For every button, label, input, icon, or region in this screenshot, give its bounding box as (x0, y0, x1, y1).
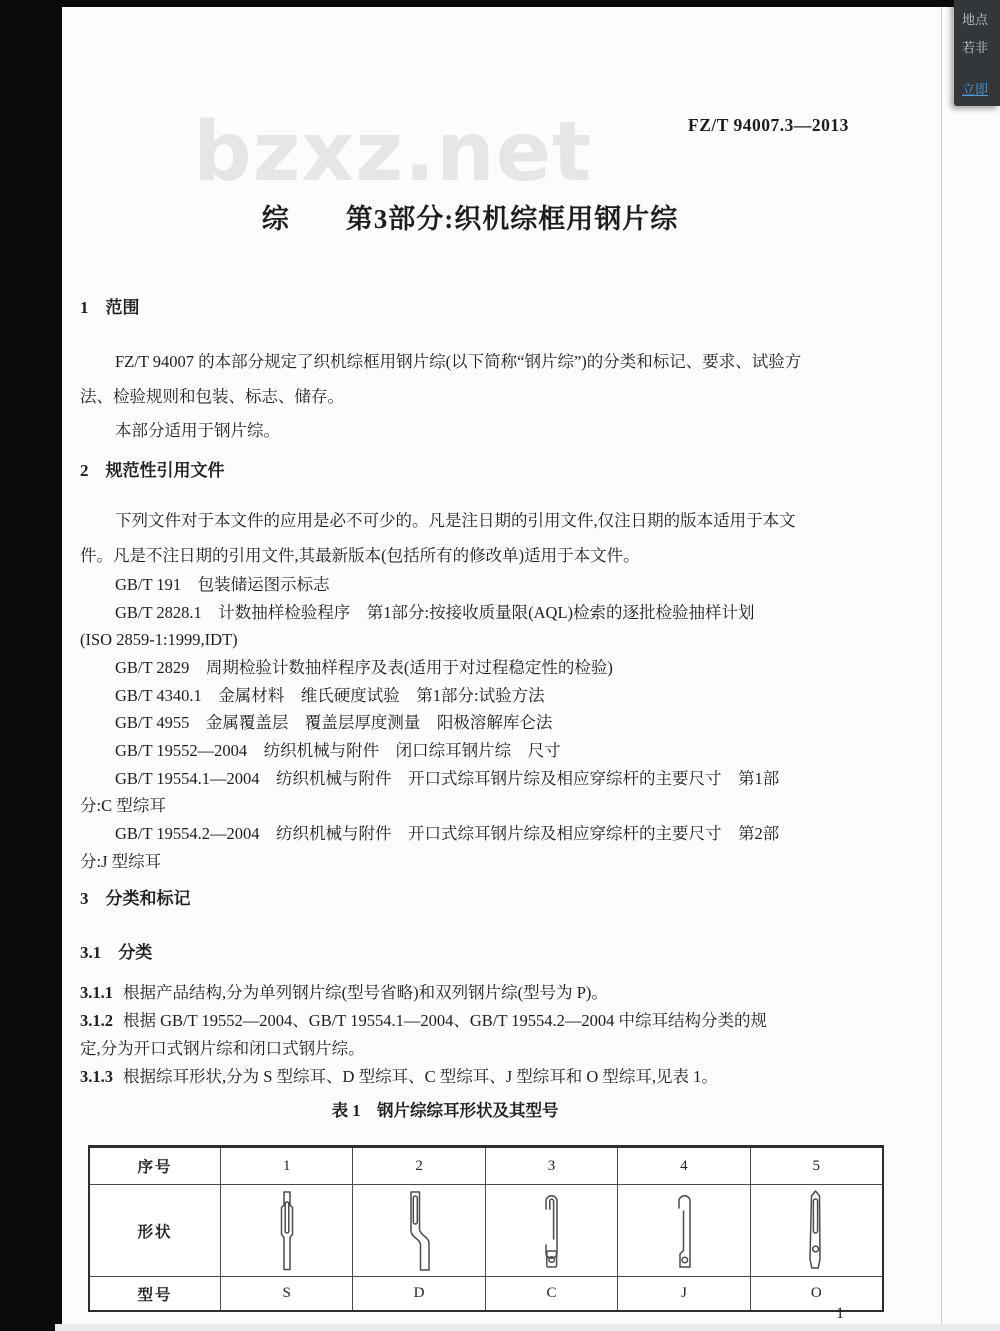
reference-line: GB/T 2829 周期检验计数抽样程序及表(适用于对过程稳定性的检验) (115, 658, 613, 677)
scope-paragraph-line-2: 法、检验规则和包装、标志、储存。 (80, 387, 344, 406)
table-row-label-number: 序号 (137, 1159, 173, 1176)
clause-3-1-2-line-1 (80, 1010, 767, 1032)
table-col-number: 3 (485, 1148, 617, 1184)
table-col-number: 2 (352, 1148, 484, 1184)
table-1 (88, 1145, 884, 1312)
scope-paragraph-2: 本部分适用于钢片综。 (115, 421, 280, 440)
popup-action-link[interactable]: 立即 (962, 82, 989, 97)
heald-shape-cell (617, 1184, 749, 1276)
table-row-label-model: 型号 (90, 1276, 220, 1310)
scope-paragraph-line-1: FZ/T 94007 的本部分规定了织机综框用钢片综(以下简称“钢片综”)的分类和标记、要求、试验方 (115, 352, 802, 371)
section-2-heading: 2 规范性引用文件 (80, 461, 225, 480)
table-model-cell: O (750, 1276, 882, 1310)
heald-shape-cell (485, 1184, 617, 1276)
table-col-number: 1 (220, 1148, 352, 1184)
reference-line: 分:J 型综耳 (80, 852, 162, 871)
heald-shape-cell (220, 1184, 352, 1276)
reference-line: GB/T 4340.1 金属材料 维氏硬度试验 第1部分:试验方法 (115, 686, 545, 705)
references-intro-line-1: 下列文件对于本文件的应用是必不可少的。凡是注日期的引用文件,仅注日期的版本适用于本文 (115, 511, 796, 530)
clause-3-1-1-number: 3.1.1 (80, 983, 113, 1002)
table-row-label-shape: 形状 (90, 1184, 220, 1276)
site-watermark: bzxz.net (193, 105, 593, 200)
reference-line: GB/T 4955 金属覆盖层 覆盖层厚度测量 阳极溶解库仑法 (115, 713, 553, 732)
j-heald-shape-icon (666, 1189, 702, 1273)
section-1-heading: 1 范围 (80, 298, 140, 317)
table-model-cell: J (617, 1276, 749, 1310)
reference-line: GB/T 19554.2—2004 纺织机械与附件 开口式综耳钢片综及相应穿综杆的主要尺寸 第2部 (115, 824, 780, 843)
clause-3-1-2-number: 3.1.2 (80, 1011, 113, 1030)
reference-line: (ISO 2859-1:1999,IDT) (80, 630, 238, 649)
table-model-cell: S (220, 1276, 352, 1310)
section-3-heading: 3 分类和标记 (80, 889, 191, 908)
section-3-1-heading: 3.1 分类 (80, 943, 153, 962)
scan-bottom-edge (55, 1324, 1000, 1331)
clause-3-1-1-text: 根据产品结构,分为单列钢片综(型号省略)和双列钢片综(型号为 P)。 (123, 983, 608, 1002)
clause-3-1-3-text: 根据综耳形状,分为 S 型综耳、D 型综耳、C 型综耳、J 型综耳和 O 型综耳,见表 1。 (123, 1067, 718, 1086)
page-title: 综 第3部分:织机综框用钢片综 (261, 204, 679, 234)
clause-3-1-3 (80, 1066, 718, 1088)
table-1-caption: 表 1 钢片综综耳形状及其型号 (331, 1101, 559, 1120)
standard-number: FZ/T 94007.3—2013 (688, 115, 849, 135)
reference-line: GB/T 2828.1 计数抽样检验程序 第1部分:按接收质量限(AQL)检索的逐批检验抽样计划 (115, 603, 755, 622)
notification-popup (954, 0, 1000, 106)
reference-line: GB/T 191 包装储运图示标志 (115, 575, 330, 594)
table-model-cell: D (352, 1276, 484, 1310)
s-heald-shape-icon (269, 1189, 305, 1273)
reference-line: GB/T 19552—2004 纺织机械与附件 闭口综耳钢片综 尺寸 (115, 741, 561, 760)
page-number: 1 (836, 1305, 844, 1322)
clause-3-1-2-line-2: 定,分为开口式钢片综和闭口式钢片综。 (80, 1039, 365, 1058)
c-heald-shape-icon (533, 1189, 569, 1273)
popup-text-line-1: 地点 (962, 12, 989, 27)
table-col-number: 4 (617, 1148, 749, 1184)
clause-3-1-1 (80, 982, 608, 1004)
scan-top-edge (0, 0, 1000, 7)
heald-shape-cell (750, 1184, 882, 1276)
reference-line: 分:C 型综耳 (80, 796, 166, 815)
heald-shape-cell (352, 1184, 484, 1276)
table-col-number: 5 (750, 1148, 882, 1184)
page-right-edge-line (941, 7, 942, 1324)
clause-3-1-2-text: 根据 GB/T 19552—2004、GB/T 19554.1—2004、GB/T 19554.2—2004 中综耳结构分类的规 (123, 1011, 767, 1030)
d-heald-shape-icon (401, 1189, 437, 1273)
clause-3-1-3-number: 3.1.3 (80, 1067, 113, 1086)
reference-line: GB/T 19554.1—2004 纺织机械与附件 开口式综耳钢片综及相应穿综杆的主要尺寸 第1部 (115, 769, 780, 788)
o-heald-shape-icon (798, 1189, 834, 1273)
table-model-cell: C (485, 1276, 617, 1310)
references-intro-line-2: 件。凡是不注日期的引用文件,其最新版本(包括所有的修改单)适用于本文件。 (80, 546, 640, 565)
popup-text-line-2: 若非 (962, 40, 989, 55)
